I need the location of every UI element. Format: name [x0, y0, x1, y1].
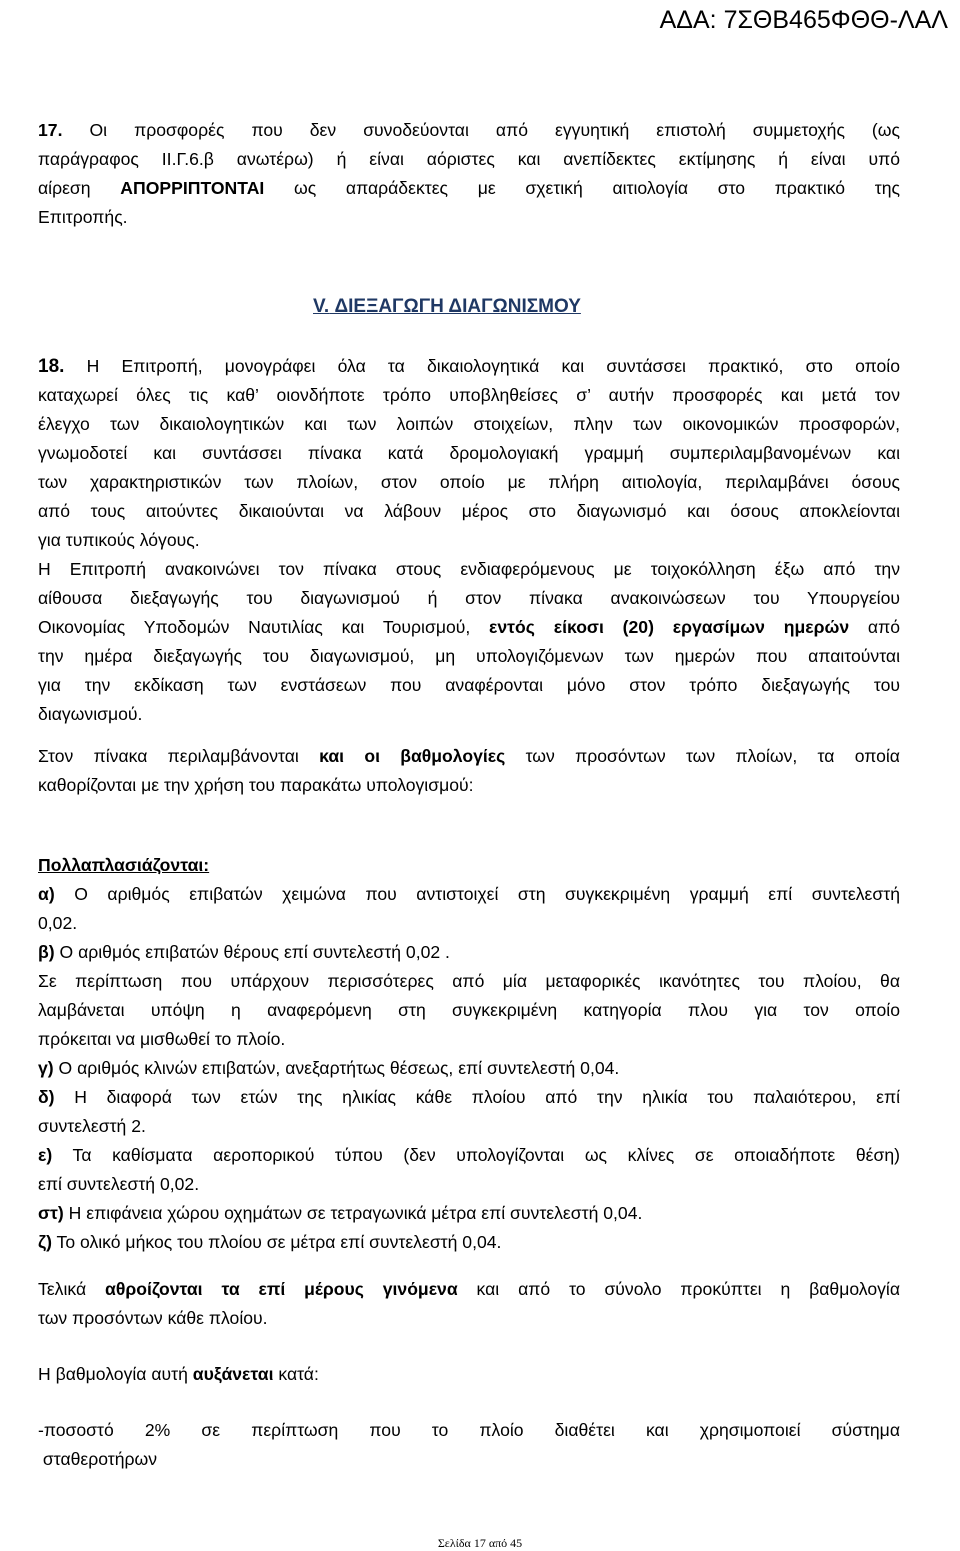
paragraph-table-scores [38, 742, 900, 800]
p18-line-1: 18. Η Επιτροπή, μονογράφει όλα τα δικαιολογητικά και συντάσσει πρακτικό, στο οποίο [38, 356, 900, 377]
item-st-line-1: στ) Η επιφάνεια χώρου οχημάτων σε τετραγωνικά μέτρα επί συντελεστή 0,04. [38, 1203, 643, 1223]
p18-number: 18. [38, 356, 65, 377]
p17-line-4: Επιτροπής. [38, 207, 128, 227]
item-e-line-2: επί συντελεστή 0,02. [38, 1174, 200, 1194]
item-a-line-1: α) Ο αριθμός επιβατών χειμώνα που αντιστοιχεί στη συγκεκριμένη γραμμή επί συντελεστή [38, 884, 900, 904]
item-b-line-4: πρόκειται να μισθωθεί το πλοίο. [38, 1029, 286, 1049]
item-d-line-1: δ) Η διαφορά των ετών της ηλικίας κάθε πλοίου από την ηλικία του παλαιότερου, επί [38, 1087, 900, 1107]
paragraph-17 [38, 116, 900, 232]
table-line-2: καθορίζονται με την χρήση του παρακάτω υπολογισμού: [38, 775, 474, 795]
item-z-line-1: ζ) Το ολικό μήκος του πλοίου σε μέτρα επί συντελεστή 0,04. [38, 1232, 502, 1252]
item-a-line-2: 0,02. [38, 913, 78, 933]
section-heading: V. ΔΙΕΞΑΓΩΓΗ ΔΙΑΓΩΝΙΣΜΟΥ [313, 296, 581, 317]
ada-code: ΑΔΑ: 7ΣΘΒ465ΦΘΘ-ΛΑΛ [659, 6, 948, 34]
p18-line-11: την ημέρα διεξαγωγής του διαγωνισμού, μη υπολογιζόμενων των ημερών που απαιτούνται [38, 646, 900, 666]
p17-line-3: αίρεση ΑΠΟΡΡΙΠΤΟΝΤΑΙ ως απαράδεκτες με σχετική αιτιολογία στο πρακτικό της [38, 178, 901, 198]
final-line-1: Τελικά αθροίζονται τα επί μέρους γινόμενα και από το σύνολο προκύπτει η βαθμολογία [38, 1279, 900, 1299]
paragraph-percentage [38, 1416, 900, 1474]
table-line-1: Στον πίνακα περιλαμβάνονται και οι βαθμολογίες των προσόντων των πλοίων, τα οποία [38, 746, 900, 766]
paragraph-18 [38, 352, 900, 729]
item-d-line-2: συντελεστή 2. [38, 1116, 146, 1136]
item-c-line-1: γ) Ο αριθμός κλινών επιβατών, ανεξαρτήτως θέσεως, επί συντελεστή 0,04. [38, 1058, 620, 1078]
multiply-list [38, 851, 900, 1257]
p17-line-2: παράγραφος ΙΙ.Γ.6.β ανωτέρω) ή είναι αόριστες και ανεπίδεκτες εκτίμησης ή είναι υπό [38, 149, 900, 169]
page-footer: Σελίδα 17 από 45 [437, 1536, 523, 1550]
p18-line-13: διαγωνισμού. [38, 704, 143, 724]
pct-line-2: σταθεροτήρων [38, 1449, 158, 1469]
multiply-title: Πολλαπλασιάζονται: [38, 855, 210, 875]
final-line-2: των προσόντων κάθε πλοίου. [38, 1308, 268, 1328]
item-b-line-2: Σε περίπτωση που υπάρχουν περισσότερες από μία μεταφορικές ικανότητες του πλοίου, θα [38, 971, 900, 991]
p18-line-2: καταχωρεί όλες τις καθ’ οιονδήποτε τρόπο υποβληθείσες σ’ αυτήν προσφορές και μετά τον [38, 385, 900, 405]
item-b-line-1: β) Ο αριθμός επιβατών θέρους επί συντελεστή 0,02 . [38, 942, 450, 962]
p18-line-6: από τους αιτούντες δικαιούνται να λάβουν μέρος στο διαγωνισμό και όσους αποκλείονται [38, 501, 900, 521]
item-e-line-1: ε) Τα καθίσματα αεροπορικού τύπου (δεν υπολογίζονται ως κλίνες σε οποιαδήποτε θέση) [38, 1145, 900, 1165]
paragraph-final-score [38, 1275, 900, 1333]
paragraph-increase [38, 1360, 900, 1389]
increase-line: Η βαθμολογία αυτή αυξάνεται κατά: [38, 1364, 319, 1384]
item-b-line-3: λαμβάνεται υπόψη η αναφερόμενη στη συγκεκριμένη κατηγορία πλου για τον οποίο [38, 1000, 900, 1020]
p18-line-5: των χαρακτηριστικών των πλοίων, στον οποίο με πλήρη αιτιολογία, περιλαμβάνει όσους [38, 472, 900, 492]
pct-line-1: -ποσοστό 2% σε περίπτωση που το πλοίο διαθέτει και χρησιμοποιεί σύστημα [38, 1420, 900, 1440]
p18-line-8: Η Επιτροπή ανακοινώνει τον πίνακα στους ενδιαφερόμενους με τοιχοκόλληση έξω από την [38, 559, 900, 579]
p18-line-10: Οικονομίας Υποδομών Ναυτιλίας και Τουρισμού, εντός είκοσι (20) εργασίμων ημερών από [38, 617, 901, 637]
p18-line-4: γνωμοδοτεί και συντάσσει πίνακα κατά δρομολογιακή γραμμή συμπεριλαμβανομένων και [38, 443, 900, 463]
p18-line-9: αίθουσα διεξαγωγής του διαγωνισμού ή στον πίνακα ανακοινώσεων του Υπουργείου [38, 588, 900, 608]
p18-line-12: για την εκδίκαση των ενστάσεων που αναφέρονται μόνο στον τρόπο διεξαγωγής του [38, 675, 900, 695]
p17-line-1: 17. Οι προσφορές που δεν συνοδεύονται από εγγυητική επιστολή συμμετοχής (ως [38, 120, 901, 140]
p18-line-7: για τυπικούς λόγους. [38, 530, 200, 550]
p17-number: 17. [38, 120, 63, 140]
p18-line-3: έλεγχο των δικαιολογητικών και των λοιπών στοιχείων, πλην των οικονομικών προσφορών, [38, 414, 900, 434]
